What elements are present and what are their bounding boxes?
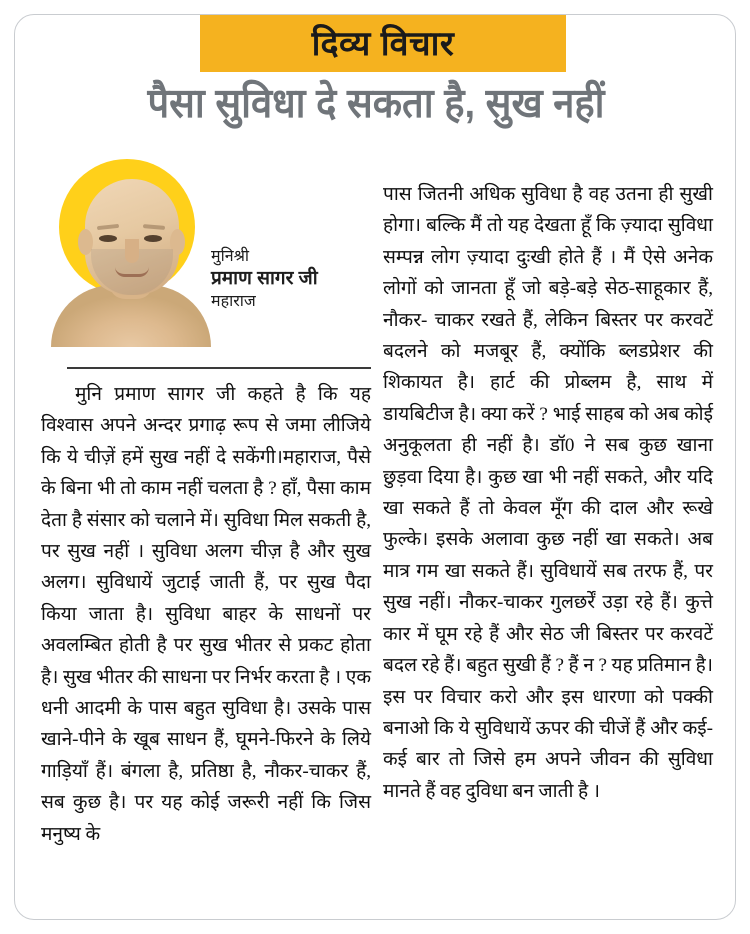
article-columns: [15, 155, 736, 920]
portrait-block: [41, 155, 371, 355]
caption-honorific: मुनिश्री: [211, 248, 250, 265]
masthead-title: दिव्य विचार: [311, 24, 455, 63]
article-body-right: पास जितनी अधिक सुविधा है वह उतना ही सुखी होगा। बल्कि मैं तो यह देखता हूँ कि ज़्यादा सुविधा सम्पन्न लोग ज़्यादा दुःखी होते हैं । मैं ऐसे अनेक लोगों को जानता हूँ जो बड़े-बड़े सेठ-साहूकार हैं, नौकर- चाकर रखते हैं, लेकिन बिस्तर पर करवटें बदलने को मजबूर हैं, क्योंकि ब्लडप्रेशर की शिकायत है। हार्ट की प्रोब्लम है, साथ में डायबिटीज है। क्या करें ? भाई साहब को अब कोई अनुकूलता ही नहीं है। डॉ0 ने सब कुछ खाना छुड़वा दिया है। कुछ खा भी नहीं सकते, और यदि खा सकते हैं तो केवल मूँग की दाल और रूखे फुल्के। इसके अलावा कुछ नहीं खा सकते। अब मात्र गम खा सकते हैं। सुविधायें सब तरफ हैं, पर सुख नहीं। नौकर-चाकर गुलछर्रें उड़ा रहे हैं। कुत्ते कार में घूम रहे हैं और सेठ जी बिस्तर पर करवटें बदल रहे हैं। बहुत सुखी हैं ? हैं न ? यह प्रतिमान है। इस पर विचार करो और इस धारणा को पक्की बनाओ कि ये सुविधायें ऊपर की चीजें हैं और कई-कई बार तो जिसे हम अपने जीवन की सुविधा मानते हैं वह दुविधा बन जाती है ।: [383, 184, 713, 802]
portrait-caption: [211, 247, 371, 312]
article-card: [14, 14, 736, 920]
monk-portrait-image: [51, 173, 211, 345]
left-column: [41, 155, 371, 845]
masthead-banner: [200, 15, 566, 72]
column-divider-rule: [67, 367, 371, 369]
article-body-left: मुनि प्रमाण सागर जी कहते है कि यह विश्वास अपने अन्दर प्रगाढ़ रूप से जमा लीजिये कि ये चीज़ें हमें सुख नहीं दे सकेंगी।महाराज, पैसे के बिना भी तो काम नहीं चलता है ? हाँ, पैसा काम देता है संसार को चलाने में। सुविधा मिल सकती है, पर सुख नहीं । सुविधा अलग चीज़ है और सुख अलग। सुविधायें जुटाई जाती हैं, पर सुख पैदा किया जाता है। सुविधा बाहर के साधनों पर अवलम्बित होती है पर सुख भीतर से प्रकट होता है। सुख भीतर की साधना पर निर्भर करता है । एक धनी आदमी के पास बहुत सुविधा है। उसके पास खाने-पीने के खूब साधन हैं, घूमने-फिरने के लिये गाड़ियाँ हैं। बंगला है, प्रतिष्ठा है, नौकर-चाकर हैं, सब कुछ है। पर यह कोई जरूरी नहीं कि जिस मनुष्य के: [41, 384, 371, 845]
caption-name: प्रमाण सागर जी: [211, 268, 318, 289]
caption-title: महाराज: [211, 292, 256, 310]
article-headline: पैसा सुविधा दे सकता है, सुख नहीं: [147, 80, 605, 126]
